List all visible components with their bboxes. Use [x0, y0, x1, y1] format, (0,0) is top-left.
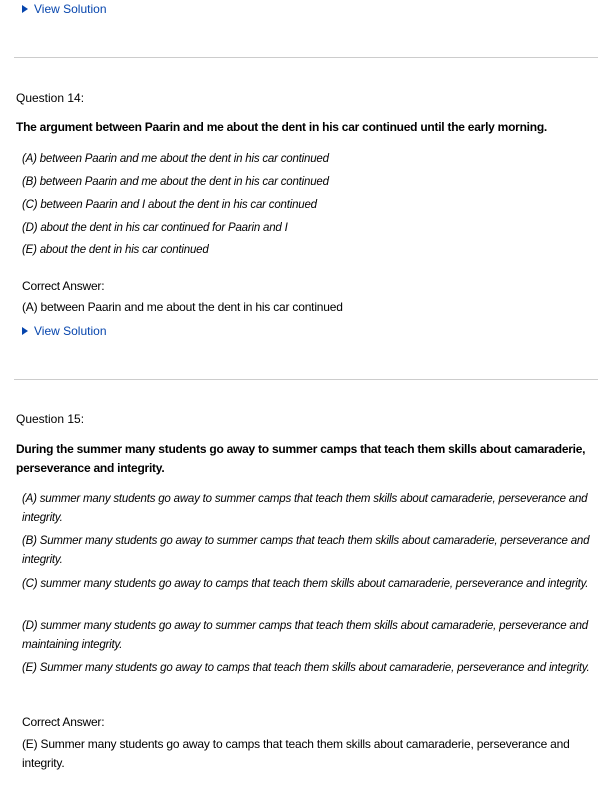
triangle-right-icon: [22, 5, 28, 13]
q14-option-e: (E) about the dent in his car continued: [22, 244, 209, 256]
q14-option-a: (A) between Paarin and me about the dent in his car continued: [22, 153, 329, 165]
view-solution-link-q14[interactable]: [22, 324, 107, 338]
q15-option-c: (C) summer many students go away to camps that teach them skills about camaraderie, perseverance and integrity.: [22, 578, 589, 590]
section-divider: [14, 379, 598, 380]
q14-option-b: (B) between Paarin and me about the dent in his car continued: [22, 176, 329, 188]
section-divider: [14, 57, 598, 58]
q14-option-d: (D) about the dent in his car continued for Paarin and I: [22, 222, 288, 234]
question-14-stem: The argument between Paarin and me about the dent in his car continued until the early morning.: [16, 120, 547, 134]
view-solution-label: View Solution: [34, 2, 107, 16]
q14-correct-answer-label: Correct Answer:: [22, 279, 105, 293]
q15-option-b: (B) Summer many students go away to summer camps that teach them skills about camaraderie, perseverance and integrity.: [22, 535, 590, 566]
q15-option-d: (D) summer many students go away to summer camps that teach them skills about camaraderie, perseverance and maintaining integrity.: [22, 620, 588, 651]
view-solution-label: View Solution: [34, 324, 107, 338]
q14-option-c: (C) between Paarin and I about the dent in his car continued: [22, 199, 317, 211]
q15-correct-answer: (E) Summer many students go away to camps that teach them skills about camaraderie, perseverance and integrity.: [22, 737, 570, 770]
triangle-right-icon: [22, 327, 28, 335]
q14-correct-answer: (A) between Paarin and me about the dent in his car continued: [22, 300, 343, 314]
question-15-stem: During the summer many students go away to summer camps that teach them skills about camaraderie, perseverance and integrity.: [16, 442, 586, 475]
q15-option-a: (A) summer many students go away to summer camps that teach them skills about camaraderie, perseverance and integrity.: [22, 493, 588, 524]
view-solution-link-q13[interactable]: [22, 2, 107, 16]
question-14-label: Question 14:: [16, 91, 85, 105]
q15-option-e: (E) Summer many students go away to camps that teach them skills about camaraderie, perseverance and integrity.: [22, 662, 590, 674]
q15-correct-answer-label: Correct Answer:: [22, 715, 105, 729]
question-15-label: Question 15:: [16, 412, 85, 426]
